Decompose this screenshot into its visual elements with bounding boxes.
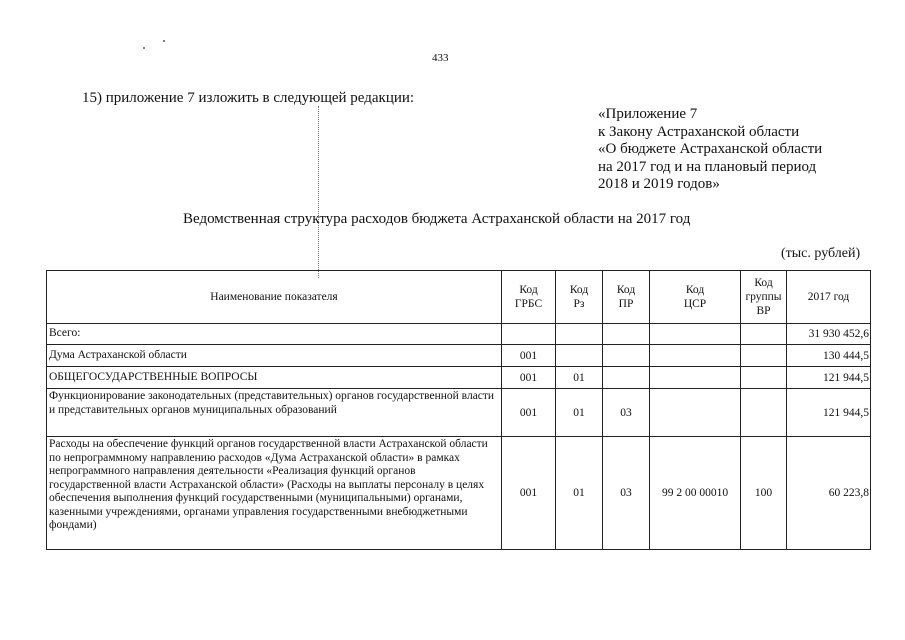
- header-csr: Код ЦСР: [650, 271, 741, 324]
- row-name: Функционирование законодательных (представительных) органов государственной власти и представительных органов муниципальных образований: [47, 389, 502, 437]
- row-pr: [603, 345, 650, 367]
- row-csr: [650, 367, 741, 389]
- row-amount: 130 444,5: [787, 345, 871, 367]
- row-csr: 99 2 00 00010: [650, 437, 741, 550]
- header-name: Наименование показателя: [47, 271, 502, 324]
- row-grbs: 001: [502, 437, 556, 550]
- header-year: 2017 год: [787, 271, 871, 324]
- row-amount: 121 944,5: [787, 367, 871, 389]
- row-pr: [603, 367, 650, 389]
- row-name: ОБЩЕГОСУДАРСТВЕННЫЕ ВОПРОСЫ: [47, 367, 502, 389]
- row-pr: [603, 324, 650, 345]
- appendix-line: «Приложение 7: [598, 106, 698, 122]
- appendix-line: 2018 и 2019 годов»: [598, 176, 720, 192]
- row-grbs: 001: [502, 345, 556, 367]
- row-csr: [650, 324, 741, 345]
- page-number: 433: [432, 52, 449, 64]
- appendix-line: к Закону Астраханской области: [598, 123, 800, 140]
- row-grbs: 001: [502, 367, 556, 389]
- appendix-header: [598, 106, 822, 194]
- scan-speck: [143, 47, 145, 49]
- scan-fold-line: [318, 106, 319, 278]
- scan-speck: [163, 40, 165, 42]
- header-vr: Код группы ВР: [741, 271, 787, 324]
- row-name: Всего:: [47, 324, 502, 345]
- row-rz: [556, 345, 603, 367]
- row-rz: 01: [556, 437, 603, 550]
- row-vr: [741, 324, 787, 345]
- row-vr: 100: [741, 437, 787, 550]
- header-grbs: Код ГРБС: [502, 271, 556, 324]
- row-vr: [741, 367, 787, 389]
- row-pr: 03: [603, 437, 650, 550]
- row-csr: [650, 345, 741, 367]
- document-title: Ведомственная структура расходов бюджета Астраханской области на 2017 год: [183, 211, 691, 227]
- row-grbs: 001: [502, 389, 556, 437]
- table-row: [47, 345, 871, 367]
- row-amount: 31 930 452,6: [787, 324, 871, 345]
- table-row: [47, 437, 871, 550]
- units-label: (тыс. рублей): [781, 246, 861, 261]
- row-rz: 01: [556, 389, 603, 437]
- row-name: Расходы на обеспечение функций органов государственной власти Астраханской области по непрограммному направлению расходов «Дума Астраханской области» в рамках непрограммного направления деятельности «Реализация функций органов государственной власти Астраханской области» (Расходы на выплаты персоналу в целях обеспечения выполнения функций государственными (муниципальными) органами, казенными учреждениями, органами управления государственными внебюджетными фондами): [47, 437, 502, 550]
- row-vr: [741, 389, 787, 437]
- table-row: [47, 367, 871, 389]
- appendix-line: «О бюджете Астраханской области: [598, 141, 823, 157]
- row-vr: [741, 345, 787, 367]
- budget-table: [46, 270, 871, 550]
- header-rz: Код Рз: [556, 271, 603, 324]
- table-row: [47, 324, 871, 345]
- row-rz: [556, 324, 603, 345]
- row-amount: 60 223,8: [787, 437, 871, 550]
- row-name: Дума Астраханской области: [47, 345, 502, 367]
- row-grbs: [502, 324, 556, 345]
- row-pr: 03: [603, 389, 650, 437]
- header-pr: Код ПР: [603, 271, 650, 324]
- row-csr: [650, 389, 741, 437]
- table-header-row: [47, 271, 871, 324]
- appendix-line: на 2017 год и на плановый период: [598, 158, 817, 175]
- row-rz: 01: [556, 367, 603, 389]
- table-row: [47, 389, 871, 437]
- row-amount: 121 944,5: [787, 389, 871, 437]
- amendment-instruction: 15) приложение 7 изложить в следующей редакции:: [82, 90, 415, 106]
